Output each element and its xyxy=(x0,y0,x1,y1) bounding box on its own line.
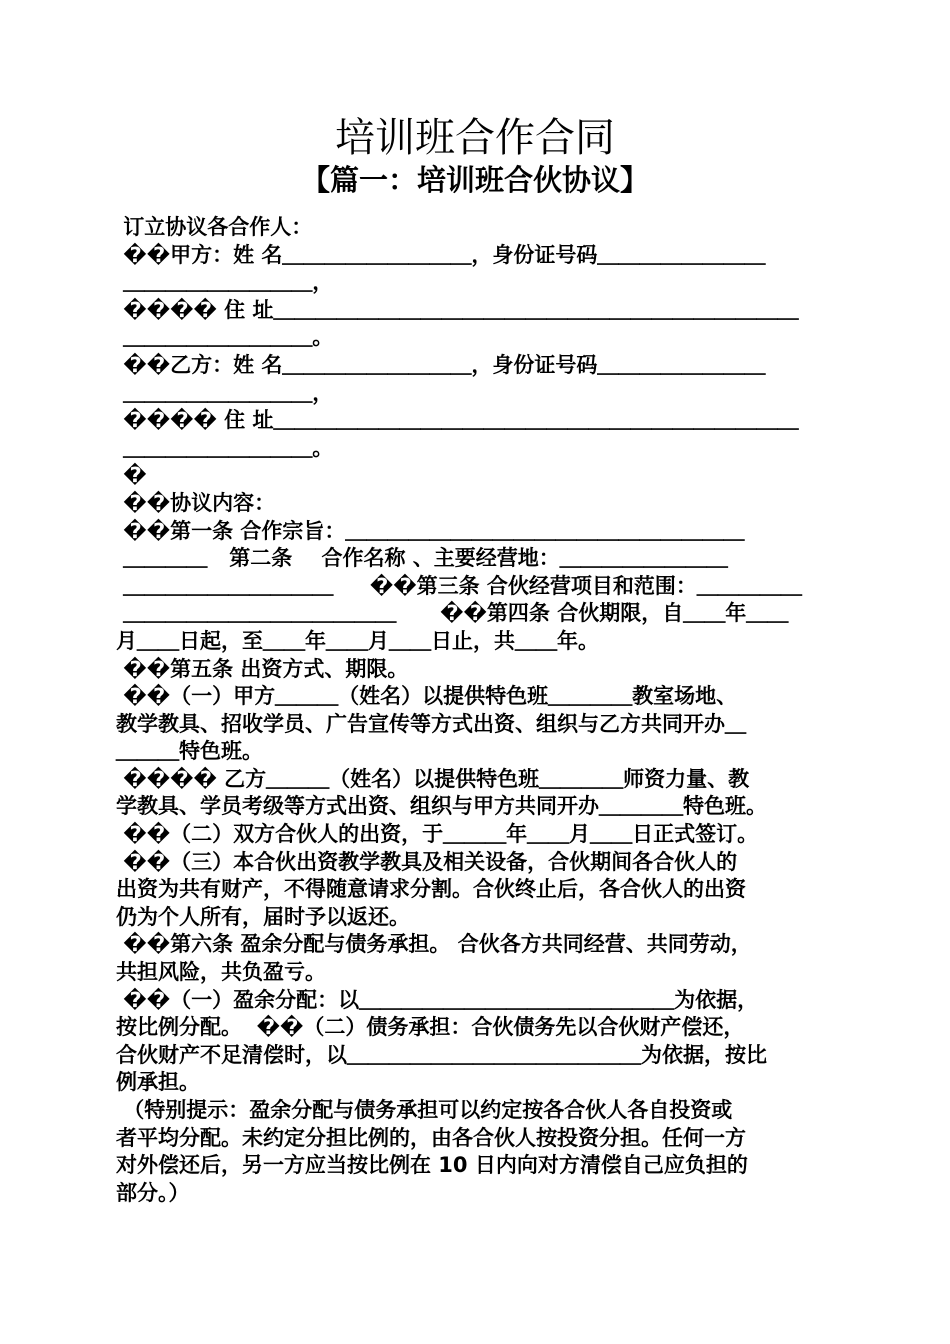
text-line: ＿＿＿＿＿＿＿＿＿＿＿＿＿ ��第四条 合伙期限，自＿＿年＿＿ xyxy=(116,601,789,626)
text-line: 部分。） xyxy=(116,1180,190,1205)
text-line: （特别提示：盈余分配与债务承担可以约定按各合伙人各自投资或 xyxy=(116,1098,733,1122)
text-line: � xyxy=(116,463,147,488)
text-line: ��（三）本合伙出资教学教具及相关设备，合伙期间各合伙人的 xyxy=(116,849,738,874)
text-line: 共担风险，共负盈亏。 xyxy=(116,960,326,985)
text-line: 月＿＿日起，至＿＿年＿＿月＿＿日止，共＿＿年。 xyxy=(116,628,599,653)
text-line: 例承担。 xyxy=(116,1070,200,1095)
text-line: ��甲方：姓 名＿＿＿＿＿＿＿＿＿，身份证号码＿＿＿＿＿＿＿＿ xyxy=(116,242,766,267)
document-subtitle: 【篇一：培训班合伙协议】 xyxy=(300,163,649,197)
text-line: ＿＿＿＿＿＿＿＿＿， xyxy=(116,380,334,405)
text-line: ��第一条 合作宗旨：＿＿＿＿＿＿＿＿＿＿＿＿＿＿＿＿＿＿＿ xyxy=(116,518,745,543)
text-line: ��第六条 盈余分配与债务承担。 合伙各方共同经营、共同劳动， xyxy=(116,932,752,957)
text-line: ��（二）双方合伙人的出资，于＿＿＿年＿＿月＿＿日正式签订。 xyxy=(116,822,759,847)
document-title: 培训班合作合同 xyxy=(335,115,615,161)
text-line: 教学教具、招收学员、广告宣传等方式出资、组织与乙方共同开办＿ xyxy=(116,711,746,736)
text-line: ���� 乙方＿＿＿（姓名）以提供特色班＿＿＿＿师资力量、教 xyxy=(116,766,750,791)
text-line: ��第五条 出资方式、期限。 xyxy=(116,656,409,681)
text-line: 仍为个人所有，届时予以返还。 xyxy=(116,904,410,929)
text-line: ＿＿＿＿＿＿＿＿＿。 xyxy=(116,435,334,460)
text-line: ＿＿＿＿ 第二条 合作名称 、主要经营地：＿＿＿＿＿＿＿＿ xyxy=(116,546,728,571)
text-line: ��协议内容： xyxy=(116,490,276,515)
text-line: 者平均分配。未约定分担比例的，由各合伙人按投资分担。任何一方 xyxy=(116,1125,746,1150)
text-line: 按比例分配。 ��（二）债务承担：合伙债务先以合伙财产偿还， xyxy=(116,1015,745,1040)
text-line: 对外偿还后，另一方应当按比例在 10 日内向对方清偿自己应负担的 xyxy=(116,1153,748,1178)
text-line: 订立协议各合作人： xyxy=(116,215,313,239)
text-line: ��（一）盈余分配：以＿＿＿＿＿＿＿＿＿＿＿＿＿＿＿为依据， xyxy=(116,987,759,1012)
text-line: ��（一）甲方＿＿＿（姓名）以提供特色班＿＿＿＿教室场地、 xyxy=(116,684,738,709)
text-line: 出资为共有财产，不得随意请求分割。合伙终止后，各合伙人的出资 xyxy=(116,877,746,902)
text-line: ���� 住 址＿＿＿＿＿＿＿＿＿＿＿＿＿＿＿＿＿＿＿＿＿＿＿＿＿ xyxy=(116,408,799,433)
text-line: 学教具、学员考级等方式出资、组织与甲方共同开办＿＿＿＿特色班。 xyxy=(116,794,767,819)
text-line: ��乙方：姓 名＿＿＿＿＿＿＿＿＿，身份证号码＿＿＿＿＿＿＿＿ xyxy=(116,352,766,377)
text-line: 合伙财产不足清偿时，以＿＿＿＿＿＿＿＿＿＿＿＿＿＿为依据，按比 xyxy=(116,1042,767,1067)
text-line: ＿＿＿特色班。 xyxy=(116,739,263,764)
text-line: ���� 住 址＿＿＿＿＿＿＿＿＿＿＿＿＿＿＿＿＿＿＿＿＿＿＿＿＿ xyxy=(116,297,799,322)
text-line: ＿＿＿＿＿＿＿＿＿＿ ��第三条 合伙经营项目和范围：＿＿＿＿＿ xyxy=(116,573,802,598)
text-line: ＿＿＿＿＿＿＿＿＿。 xyxy=(116,325,334,350)
text-line: ＿＿＿＿＿＿＿＿＿， xyxy=(116,270,334,295)
contract-body xyxy=(116,214,838,1207)
